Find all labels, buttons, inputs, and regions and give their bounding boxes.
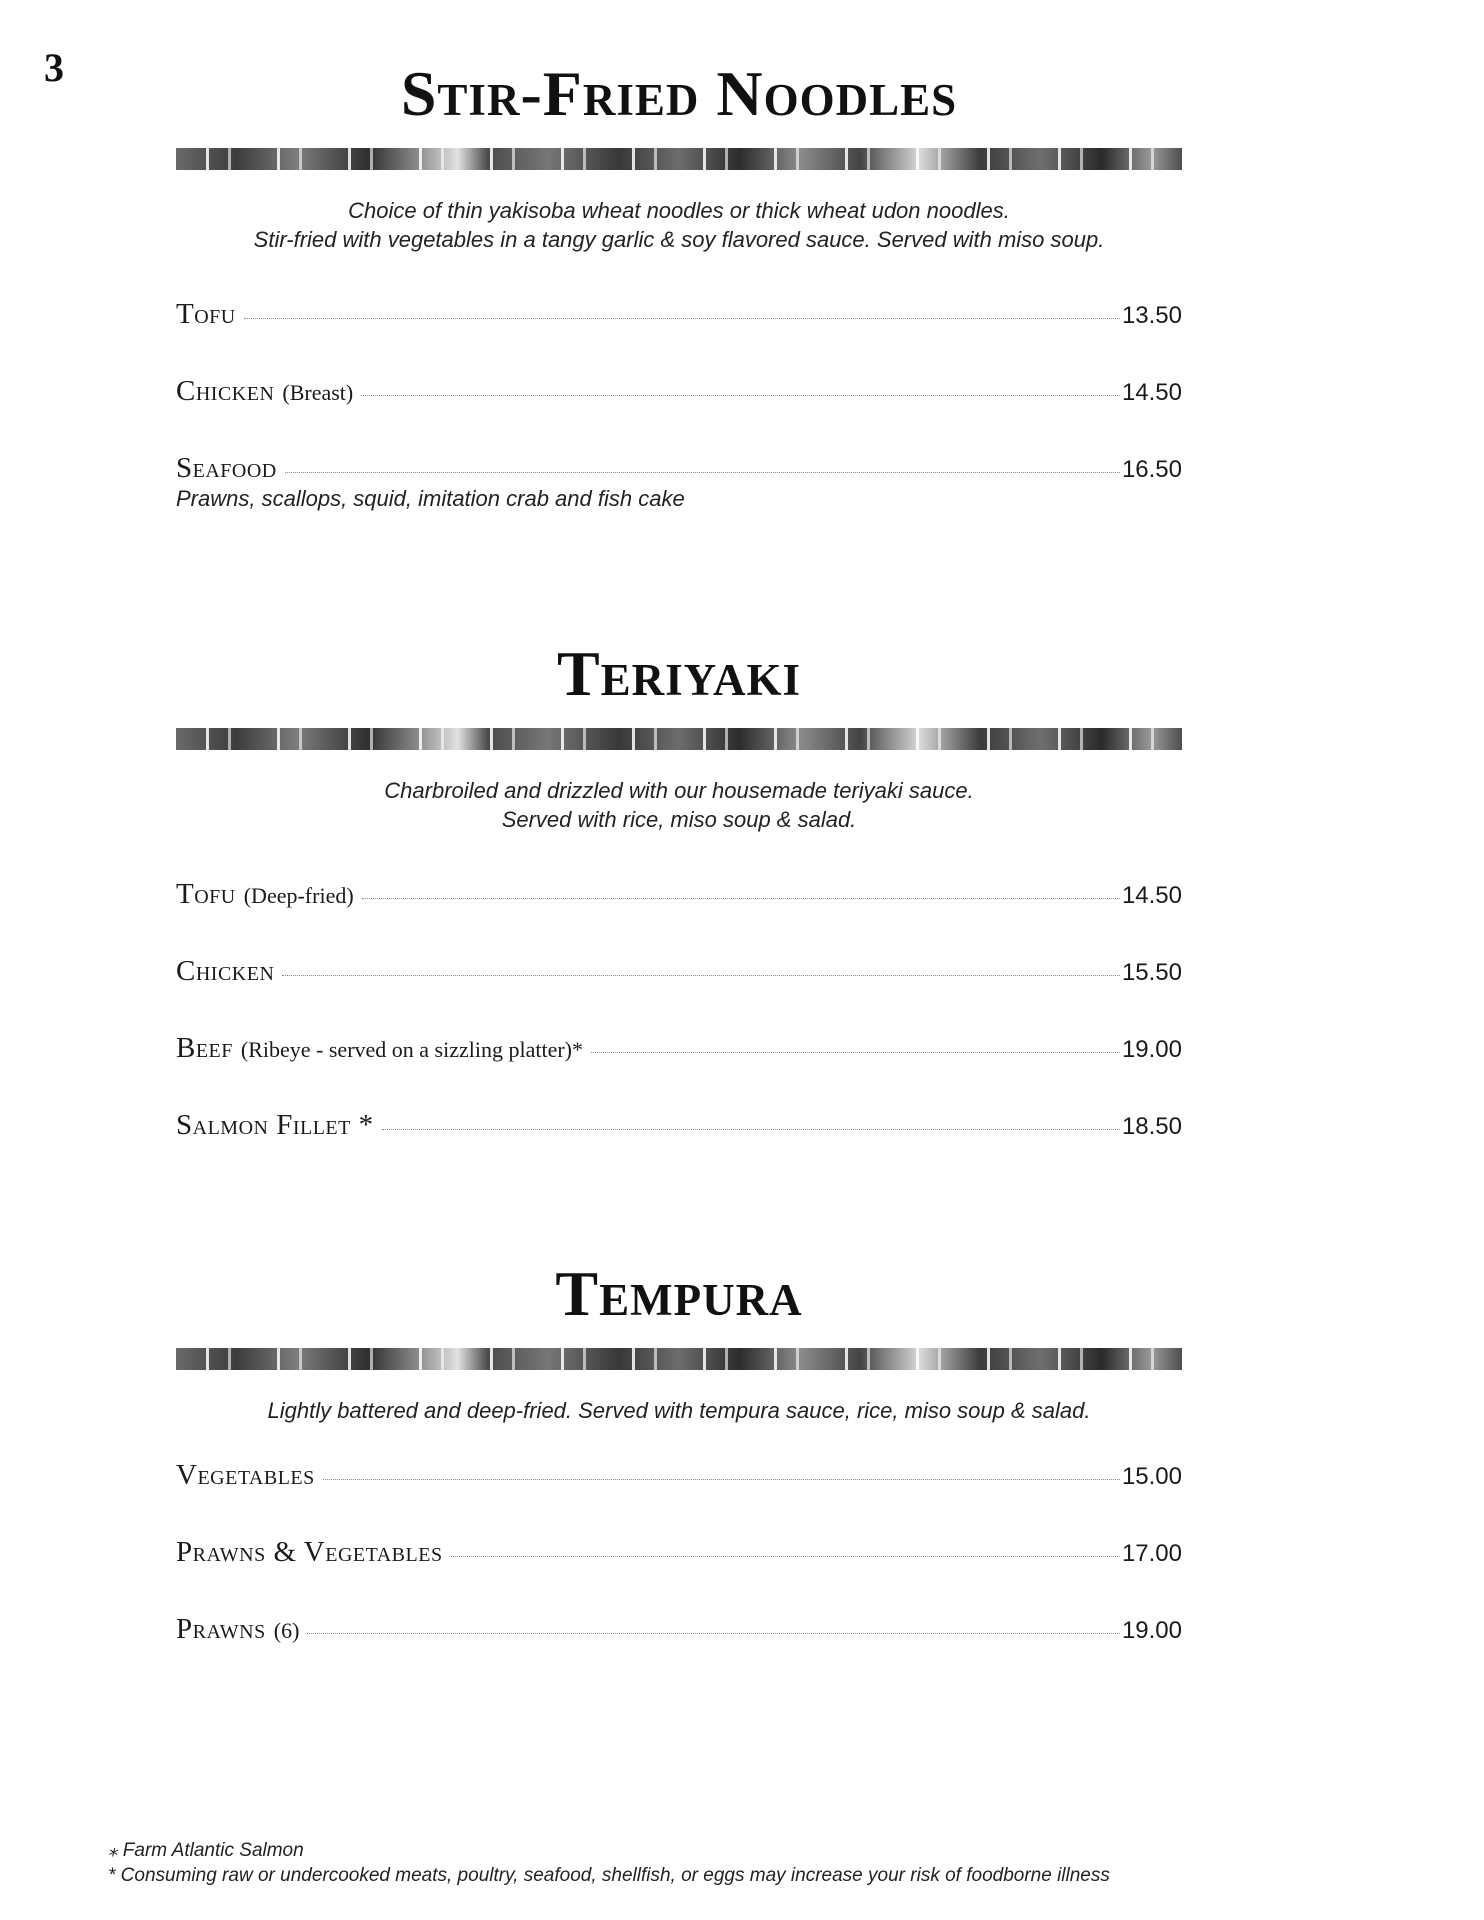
menu-item [176, 955, 1182, 989]
item-price: 19.00 [1121, 1036, 1182, 1063]
item-price: 14.50 [1121, 882, 1182, 909]
dotted-leader [451, 1556, 1120, 1557]
section-title: Stir-Fried Noodles [400, 58, 958, 129]
menu-items [176, 298, 1182, 512]
menu-item [176, 1536, 1182, 1570]
dotted-leader [382, 1129, 1120, 1130]
dotted-leader [285, 472, 1120, 473]
section-description [176, 1396, 1182, 1425]
item-name: Tofu [176, 878, 236, 910]
footnote-salmon: ⁎ Farm Atlantic Salmon [108, 1840, 304, 1861]
item-name: Tofu [176, 298, 236, 330]
description-line: Charbroiled and drizzled with our housemade teriyaki sauce. [384, 778, 974, 803]
item-note: (Ribeye - served on a sizzling platter)* [240, 1037, 584, 1062]
item-name: Chicken [176, 375, 275, 407]
bamboo-divider [176, 728, 1182, 750]
menu-item [176, 298, 1182, 332]
description-line: Served with rice, miso soup & salad. [501, 807, 857, 832]
menu-items [176, 1459, 1182, 1647]
item-name: Prawns & Vegetables [176, 1536, 443, 1568]
item-price: 15.50 [1121, 959, 1182, 986]
item-price: 14.50 [1121, 379, 1182, 406]
description-line: Lightly battered and deep-fried. Served with tempura sauce, rice, miso soup & salad. [267, 1398, 1091, 1423]
bamboo-divider [176, 148, 1182, 170]
item-price: 15.00 [1121, 1463, 1182, 1490]
dotted-leader [307, 1633, 1120, 1634]
menu-item [176, 1032, 1182, 1066]
dotted-leader [323, 1479, 1120, 1480]
bamboo-divider [176, 1348, 1182, 1370]
description-line: Stir-fried with vegetables in a tangy garlic & soy flavored sauce. Served with miso soup. [253, 227, 1105, 252]
item-name: Seafood [176, 452, 277, 484]
item-note: (Breast) [282, 380, 354, 405]
item-name: Vegetables [176, 1459, 315, 1491]
item-price: 19.00 [1121, 1617, 1182, 1644]
page-number: 3 [44, 45, 64, 90]
item-description: Prawns, scallops, squid, imitation crab and fish cake [176, 486, 685, 511]
section-description [176, 196, 1182, 254]
item-name: Beef [176, 1032, 233, 1064]
section-title: Teriyaki [556, 638, 802, 709]
dotted-leader [362, 898, 1120, 899]
section-teriyaki [176, 638, 1182, 1186]
section-title: Tempura [555, 1258, 803, 1329]
dotted-leader [282, 975, 1120, 976]
item-name: Chicken [176, 955, 275, 987]
item-name: Salmon Fillet * [176, 1109, 374, 1141]
description-line: Choice of thin yakisoba wheat noodles or thick wheat udon noodles. [348, 198, 1010, 223]
section-tempura [176, 1258, 1182, 1690]
item-price: 16.50 [1121, 456, 1182, 483]
menu-item [176, 1459, 1182, 1493]
item-price: 17.00 [1121, 1540, 1182, 1567]
footnotes [108, 1838, 1110, 1888]
menu-item [176, 375, 1182, 409]
dotted-leader [591, 1052, 1120, 1053]
menu-items [176, 878, 1182, 1143]
menu-item [176, 1109, 1182, 1143]
footnote-consumer-advisory: * Consuming raw or undercooked meats, poultry, seafood, shellfish, or eggs may increase your risk of foodborne illness [108, 1865, 1110, 1886]
item-price: 13.50 [1121, 302, 1182, 329]
item-note: (Deep-fried) [243, 883, 354, 908]
item-name: Prawns [176, 1613, 266, 1645]
menu-item [176, 452, 1182, 512]
dotted-leader [244, 318, 1120, 319]
section-stir-fried-noodles [176, 58, 1182, 555]
dotted-leader [361, 395, 1120, 396]
menu-item [176, 1613, 1182, 1647]
item-note: (6) [273, 1618, 300, 1643]
item-price: 18.50 [1121, 1113, 1182, 1140]
menu-item [176, 878, 1182, 912]
section-description [176, 776, 1182, 834]
